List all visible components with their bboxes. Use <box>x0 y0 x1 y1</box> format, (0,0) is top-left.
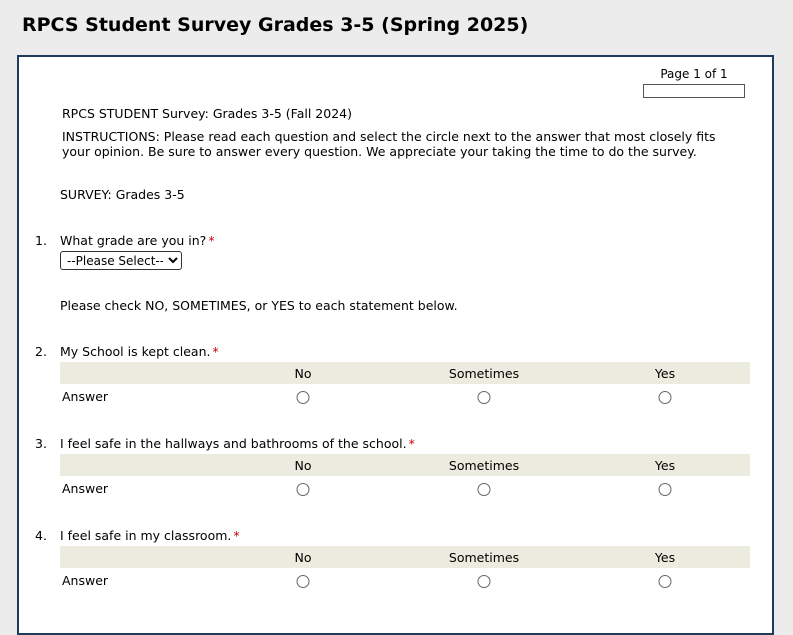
q3-sometimes-radio[interactable] <box>478 483 491 496</box>
matrix-header <box>60 454 750 476</box>
question-4-number: 4. <box>35 528 47 543</box>
question-2-text: My School is kept clean. * <box>60 344 219 359</box>
column-sometimes: Sometimes <box>448 550 520 565</box>
intro-title: RPCS STUDENT Survey: Grades 3-5 (Fall 2024) <box>62 106 352 121</box>
question-1-text: What grade are you in? * <box>60 233 215 248</box>
q3-yes-radio[interactable] <box>659 483 672 496</box>
page-title: RPCS Student Survey Grades 3-5 (Spring 2025) <box>22 14 529 36</box>
grade-select[interactable] <box>60 251 182 270</box>
column-no: No <box>294 550 312 565</box>
column-no: No <box>294 366 312 381</box>
matrix-row <box>60 476 750 500</box>
question-2-matrix <box>60 362 750 408</box>
survey-frame <box>17 55 774 635</box>
row-label: Answer <box>62 481 109 496</box>
question-1-number: 1. <box>35 233 47 248</box>
q3-no-radio[interactable] <box>297 483 310 496</box>
required-marker: * <box>212 344 219 359</box>
progress-bar <box>643 84 745 98</box>
matrix-header <box>60 546 750 568</box>
row-label: Answer <box>62 389 109 404</box>
column-yes: Yes <box>654 550 676 565</box>
section-title: SURVEY: Grades 3-5 <box>60 187 185 202</box>
question-4-text: I feel safe in my classroom. * <box>60 528 240 543</box>
column-sometimes: Sometimes <box>448 458 520 473</box>
q4-no-radio[interactable] <box>297 575 310 588</box>
page-indicator <box>643 67 745 98</box>
q4-yes-radio[interactable] <box>659 575 672 588</box>
q2-no-radio[interactable] <box>297 391 310 404</box>
matrix-header <box>60 362 750 384</box>
question-2-number: 2. <box>35 344 47 359</box>
instruction-note: Please check NO, SOMETIMES, or YES to each statement below. <box>60 298 458 313</box>
row-label: Answer <box>62 573 109 588</box>
matrix-row <box>60 568 750 592</box>
instructions-text: INSTRUCTIONS: Please read each question and select the circle next to the answer that most closely fits your opinion. Be sure to answer every question. We appreciate your taking the time to do the survey. <box>62 129 716 159</box>
matrix-row <box>60 384 750 408</box>
column-no: No <box>294 458 312 473</box>
required-marker: * <box>233 528 240 543</box>
q2-sometimes-radio[interactable] <box>478 391 491 404</box>
question-3-text: I feel safe in the hallways and bathrooms of the school. * <box>60 436 415 451</box>
column-sometimes: Sometimes <box>448 366 520 381</box>
column-yes: Yes <box>654 366 676 381</box>
column-yes: Yes <box>654 458 676 473</box>
required-marker: * <box>408 436 415 451</box>
page-indicator-label: Page 1 of 1 <box>660 67 728 81</box>
question-3-matrix <box>60 454 750 500</box>
q4-sometimes-radio[interactable] <box>478 575 491 588</box>
q2-yes-radio[interactable] <box>659 391 672 404</box>
required-marker: * <box>208 233 215 248</box>
question-4-matrix <box>60 546 750 592</box>
question-3-number: 3. <box>35 436 47 451</box>
